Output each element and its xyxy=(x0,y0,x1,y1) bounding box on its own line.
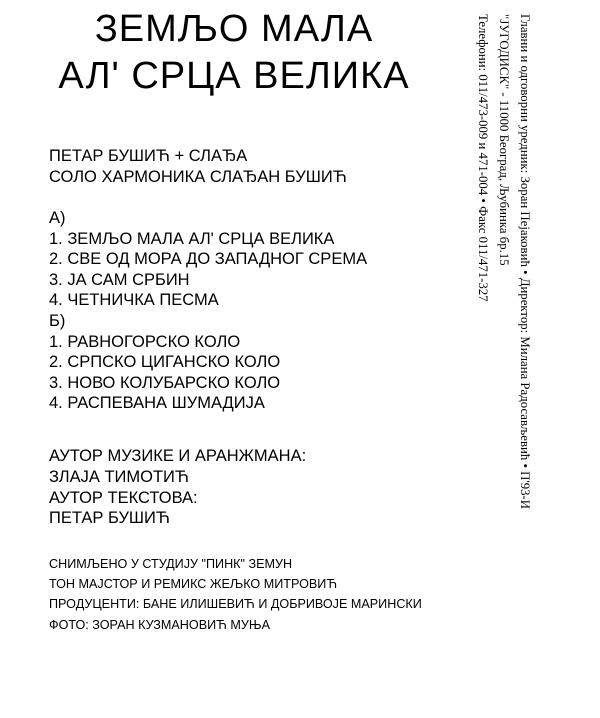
album-title-line-1: ЗЕМЉО МАЛА xyxy=(94,8,374,50)
lyrics-author-label: АУТОР ТЕКСТОВА: xyxy=(49,488,198,507)
album-title-line-2: АЛ' СРЦА ВЕЛИКА xyxy=(58,55,410,97)
artist-line: ПЕТАР БУШИЋ + СЛАЂА xyxy=(49,147,248,165)
side-a-label: А) xyxy=(49,209,66,227)
publisher-info xyxy=(472,14,535,634)
music-author-label: АУТОР МУЗИКЕ И АРАНЖМАНА: xyxy=(49,447,307,465)
track-b4: 4. РАСПЕВАНА ШУМАДИЈА xyxy=(49,394,265,413)
producers-line: ПРОДУЦЕНТИ: БАНЕ ИЛИШЕВИЋ И ДОБРИВОЈЕ МАРИНСКИ xyxy=(49,597,422,612)
credits-block xyxy=(49,446,306,529)
track-a3: 3. ЈА САМ СРБИН xyxy=(49,270,190,289)
side-b-label: Б) xyxy=(49,311,66,330)
track-b3: 3. НОВО КОЛУБАРСКО КОЛО xyxy=(49,373,281,392)
track-b2: 2. СРПСКО ЦИГАНСКО КОЛО xyxy=(49,353,281,372)
publisher-address-line: "ЈУГОДИСК" - 11000 Београд, Љубинка бр.15 xyxy=(497,14,511,266)
tracklist xyxy=(49,208,367,414)
recording-studio-line: СНИМЉЕНО У СТУДИЈУ "ПИНК" ЗЕМУН xyxy=(49,557,293,571)
photo-credit-line: ФОТО: ЗОРАН КУЗМАНОВИЋ МУЊА xyxy=(49,617,271,632)
track-a2: 2. СВЕ ОД МОРА ДО ЗАПАДНОГ СРЕМА xyxy=(49,250,368,269)
music-author-name: ЗЛАЈА ТИМОТИЋ xyxy=(49,467,190,486)
sound-engineer-line: ТОН МАЈСТОР И РЕМИКС ЖЕЉКО МИТРОВИЋ xyxy=(49,577,338,592)
track-b1: 1. РАВНОГОРСКО КОЛО xyxy=(49,332,241,351)
track-a4: 4. ЧЕТНИЧКА ПЕСМА xyxy=(49,291,219,310)
publisher-editor-line: Главни и одговорни уредник: Зоран Пејаковић • Директор: Милана Радосављевић • П'93-И xyxy=(518,14,532,509)
production-credits xyxy=(49,554,422,635)
publisher-phone-line: Телефони: 011/473-009 и 471-004 • Факс 011/471-327 xyxy=(476,14,490,302)
soloist-line: СОЛО ХАРМОНИКА СЛАЂАН БУШИЋ xyxy=(49,167,347,186)
track-a1: 1. ЗЕМЉО МАЛА АЛ' СРЦА ВЕЛИКА xyxy=(49,229,335,248)
lyrics-author-name: ПЕТАР БУШИЋ xyxy=(49,509,170,528)
artist-block xyxy=(49,146,347,187)
